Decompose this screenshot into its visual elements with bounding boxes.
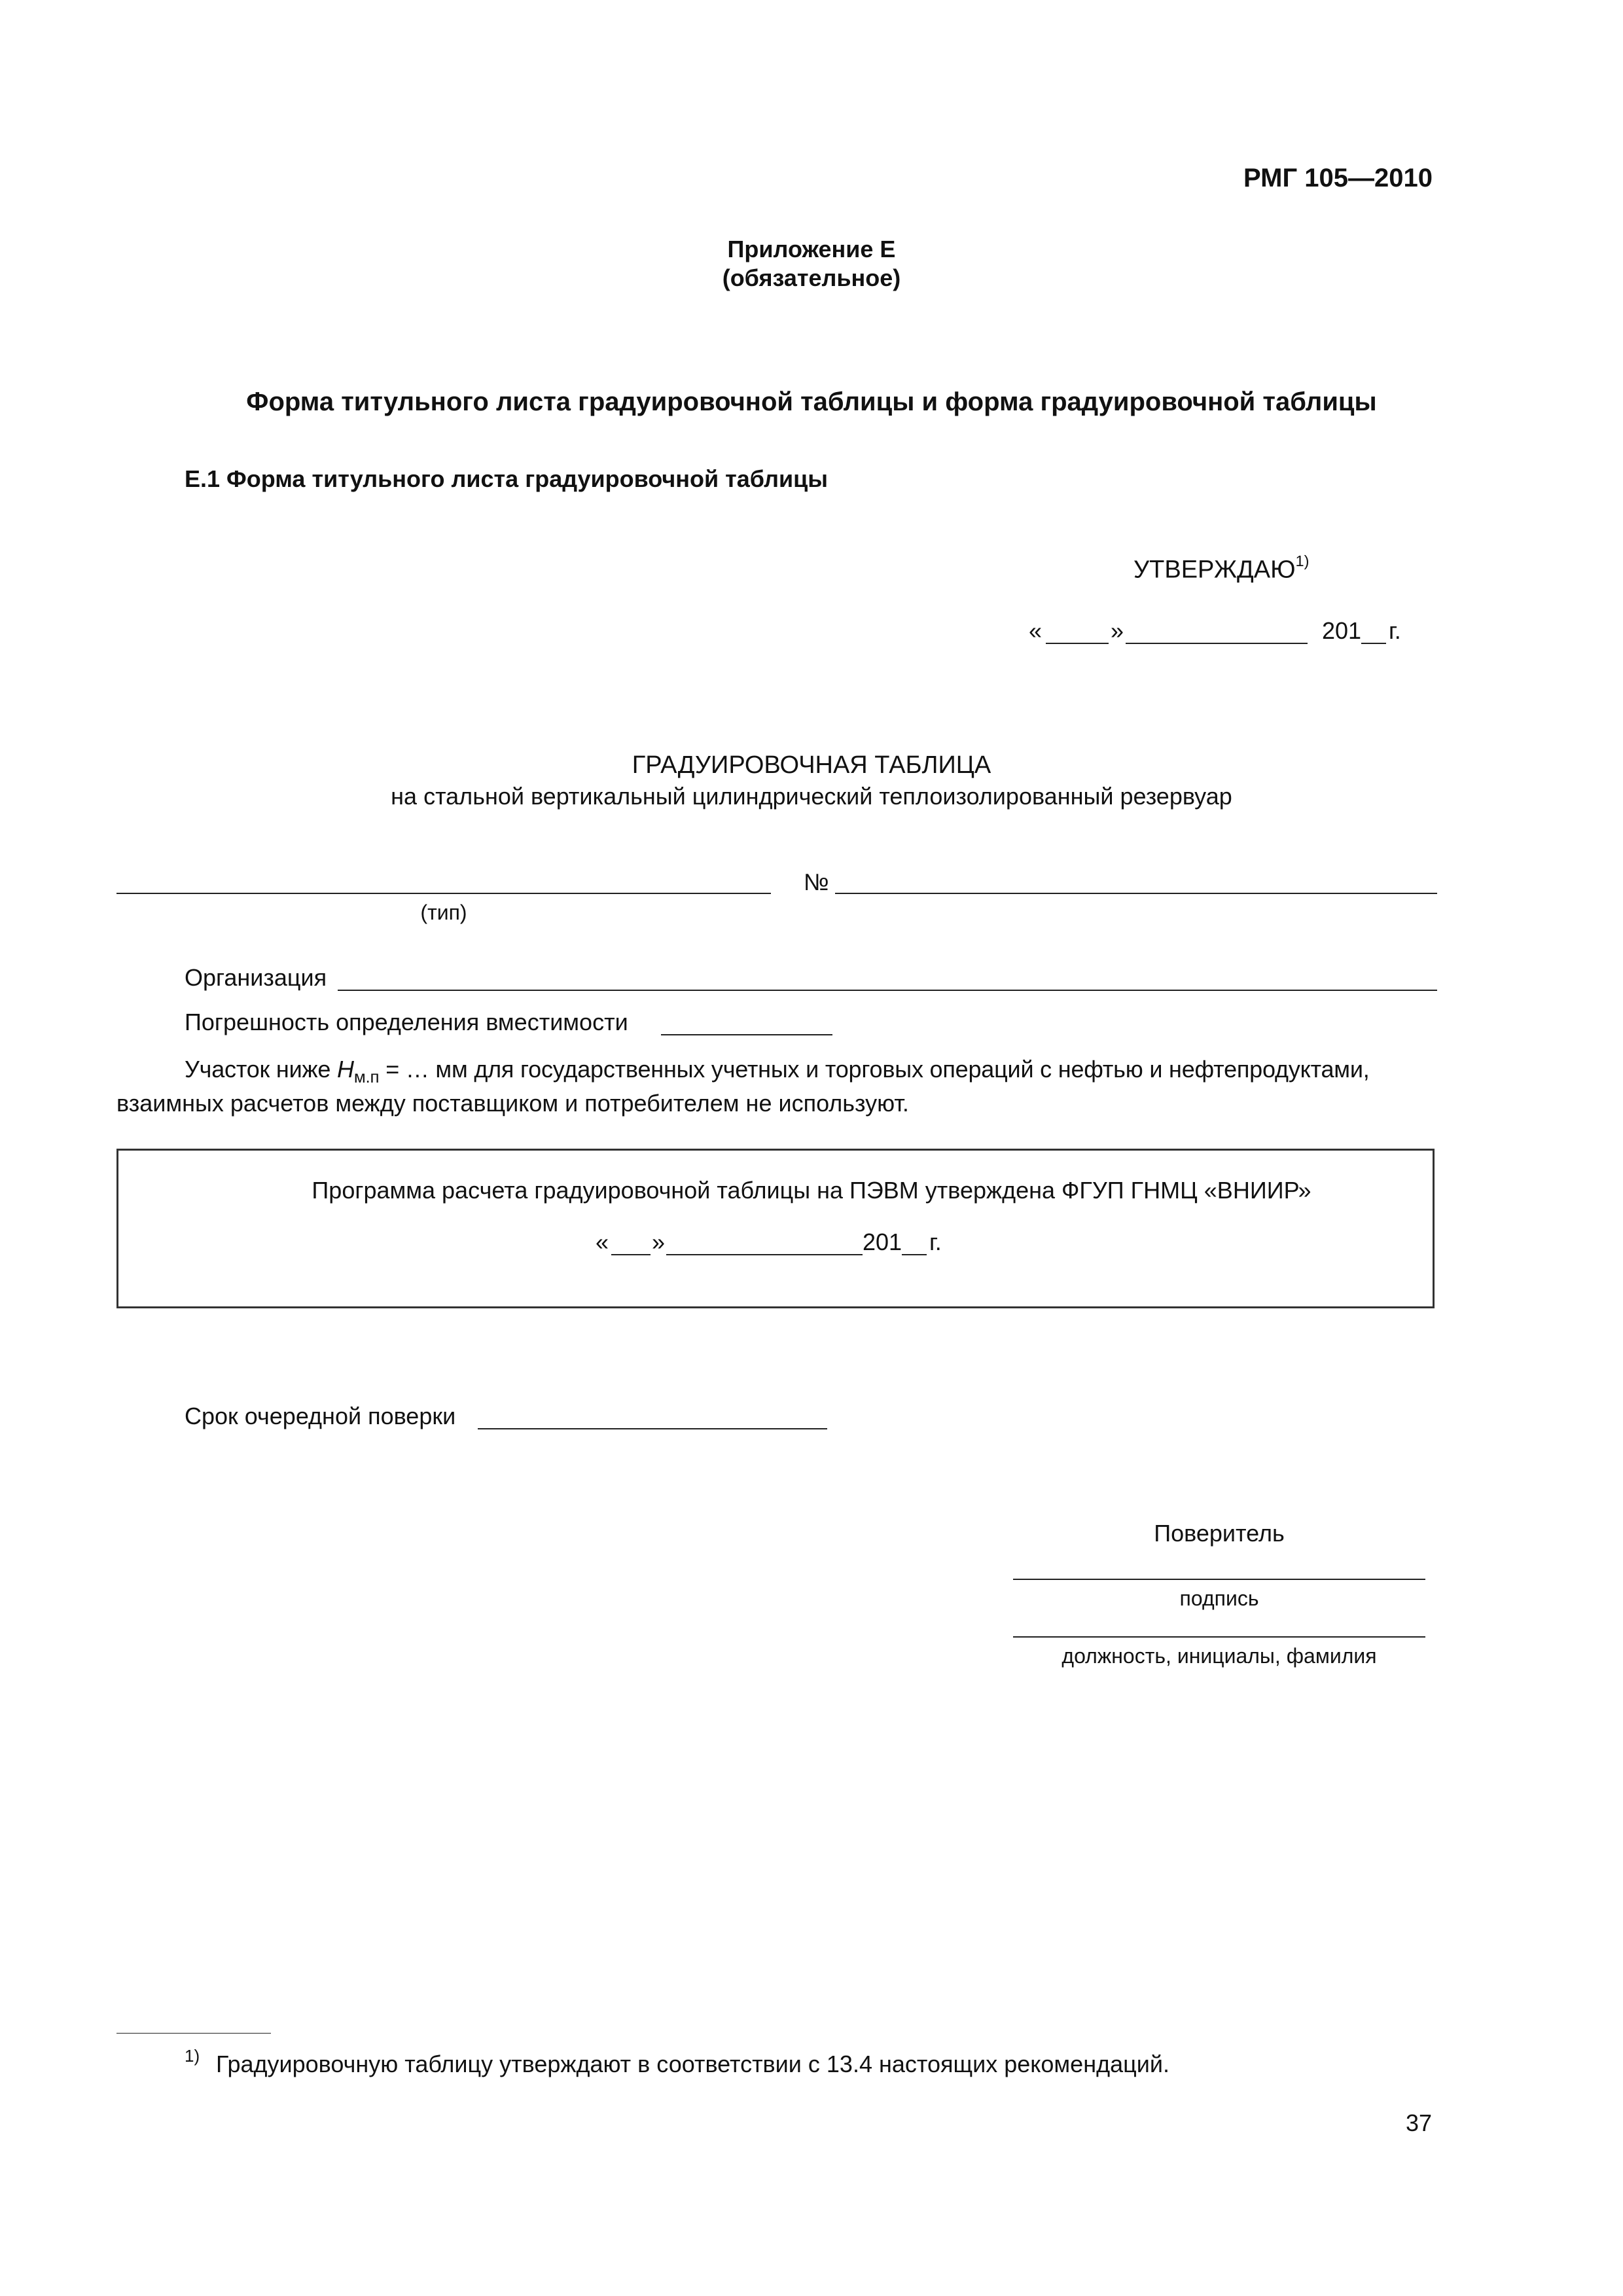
accuracy-label: Погрешность определения вместимости: [185, 1009, 628, 1035]
program-quote-close: »: [652, 1229, 666, 1255]
program-month-line: [666, 1254, 863, 1255]
organization-line: [338, 990, 1437, 991]
number-line: [835, 893, 1437, 894]
notice-text-after: = … мм для государственных учетных и торговых операций с нефтью и нефтепродуктами,: [379, 1056, 1370, 1083]
approve-month-line: [1126, 643, 1308, 644]
approve-day-line: [1046, 643, 1109, 644]
page-number: 37: [1406, 2109, 1433, 2136]
footnote-ref: 1): [1295, 552, 1310, 570]
footnote-marker: 1): [185, 2046, 200, 2066]
footnote-text: Градуировочную таблицу утверждают в соответствии с 13.4 настоящих рекомендаций.: [216, 2051, 1169, 2077]
quote-open: «: [1029, 617, 1043, 644]
notice-var-h: Н: [337, 1056, 354, 1083]
notice-text-before: Участок ниже: [185, 1056, 337, 1083]
next-verification-line: [478, 1428, 827, 1429]
program-box: [116, 1149, 1435, 1308]
organization-label: Организация: [185, 964, 327, 991]
next-verification-label: Срок очередной поверки: [185, 1403, 456, 1429]
table-subtitle: на стальной вертикальный цилиндрический теплоизолированный резервуар: [391, 783, 1232, 810]
approve-year-suffix: г.: [1389, 617, 1401, 644]
appendix-status: (обязательное): [722, 264, 901, 291]
subsection-title: Е.1 Форма титульного листа градуировочной таблицы: [185, 465, 829, 492]
signature-caption: подпись: [1179, 1587, 1259, 1610]
approve-year-line: [1361, 643, 1386, 644]
name-line: [1013, 1636, 1425, 1638]
program-year-suffix: г.: [929, 1229, 942, 1255]
program-text: Программа расчета градуировочной таблицы на ПЭВМ утверждена ФГУП ГНМЦ «ВНИИР»: [312, 1177, 1311, 1204]
section-title: Форма титульного листа градуировочной таблицы и форма градуировочной таблицы: [246, 387, 1377, 416]
approve-text: УТВЕРЖДАЮ: [1133, 556, 1296, 584]
approve-year-prefix: 201: [1322, 617, 1362, 644]
program-year-line: [902, 1254, 927, 1255]
approve-date: [1029, 619, 1042, 643]
approve-label: [1133, 552, 1310, 584]
notice-var-sub: м.п: [353, 1067, 380, 1087]
notice-line-1: [185, 1058, 1370, 1085]
approve-quote-close: »: [1111, 617, 1124, 644]
program-year-prefix: 201: [863, 1229, 902, 1255]
type-caption: (тип): [420, 901, 467, 924]
type-line: [116, 893, 771, 894]
program-quote-open: «: [596, 1229, 609, 1255]
program-day-line: [611, 1254, 651, 1255]
number-label: №: [804, 869, 829, 895]
accuracy-line: [661, 1034, 832, 1035]
name-caption: должность, инициалы, фамилия: [1061, 1644, 1377, 1668]
document-code: РМГ 105—2010: [1243, 164, 1433, 192]
notice-line-2: взаимных расчетов между поставщиком и потребителем не используют.: [116, 1090, 909, 1117]
table-title: ГРАДУИРОВОЧНАЯ ТАБЛИЦА: [632, 751, 991, 779]
footnote-separator: [116, 2033, 271, 2034]
appendix-title: Приложение Е: [727, 236, 896, 262]
verifier-title: Поверитель: [1154, 1520, 1285, 1547]
signature-line: [1013, 1579, 1425, 1580]
